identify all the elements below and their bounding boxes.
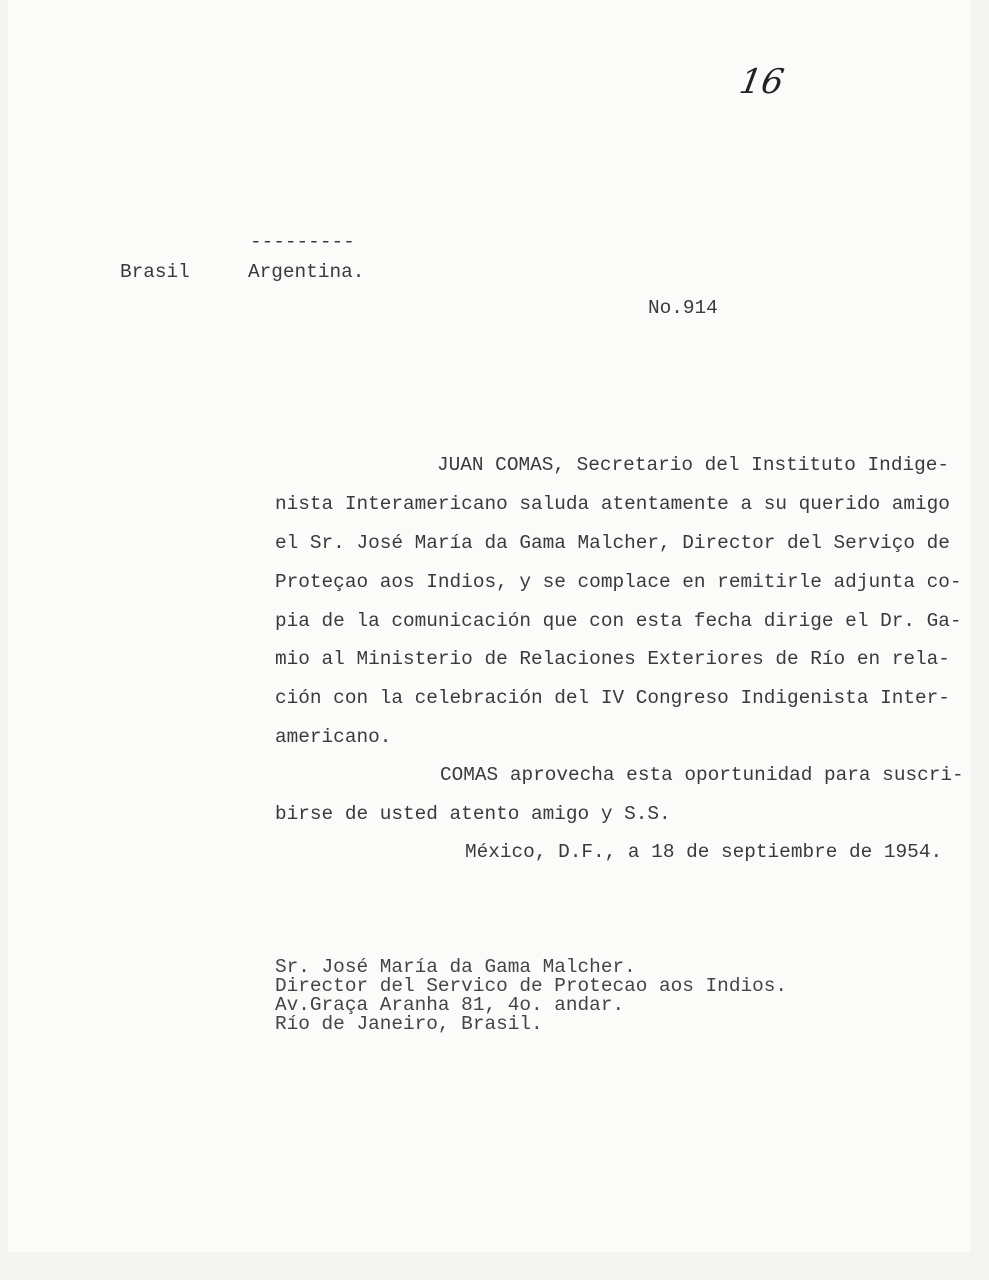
address-line: Río de Janeiro, Brasil. <box>275 1013 543 1035</box>
address-line: Av.Graça Aranha 81, 4o. andar. <box>275 994 625 1016</box>
body-line: nista Interamericano saluda atentamente a su querido amigo <box>275 493 950 515</box>
header-brasil: Brasil <box>120 261 190 283</box>
body-line: el Sr. José María da Gama Malcher, Director del Serviço de <box>275 532 950 554</box>
underline-dashes: --------- <box>250 231 355 253</box>
handwritten-page-number: 16 <box>736 62 787 102</box>
body-line: americano. <box>275 726 392 748</box>
address-line: Director del Servico de Protecao aos Indios. <box>275 975 787 997</box>
body-line: Proteçao aos Indios, y se complace en remitirle adjunta co- <box>275 571 962 593</box>
body-line: JUAN COMAS, Secretario del Instituto Indige- <box>437 454 949 476</box>
address-line: Sr. José María da Gama Malcher. <box>275 956 636 978</box>
body-line: ción con la celebración del IV Congreso Indigenista Inter- <box>275 687 950 709</box>
document-number: No.914 <box>648 297 718 319</box>
date-line: México, D.F., a 18 de septiembre de 1954. <box>465 841 943 863</box>
body-line: birse de usted atento amigo y S.S. <box>275 803 671 825</box>
body-line: COMAS aprovecha esta oportunidad para suscri- <box>440 764 964 786</box>
header-argentina: Argentina. <box>248 261 365 283</box>
body-line: mio al Ministerio de Relaciones Exteriores de Río en rela- <box>275 648 950 670</box>
body-line: pia de la comunicación que con esta fecha dirige el Dr. Ga- <box>275 610 962 632</box>
recipient-address <box>275 958 787 1034</box>
